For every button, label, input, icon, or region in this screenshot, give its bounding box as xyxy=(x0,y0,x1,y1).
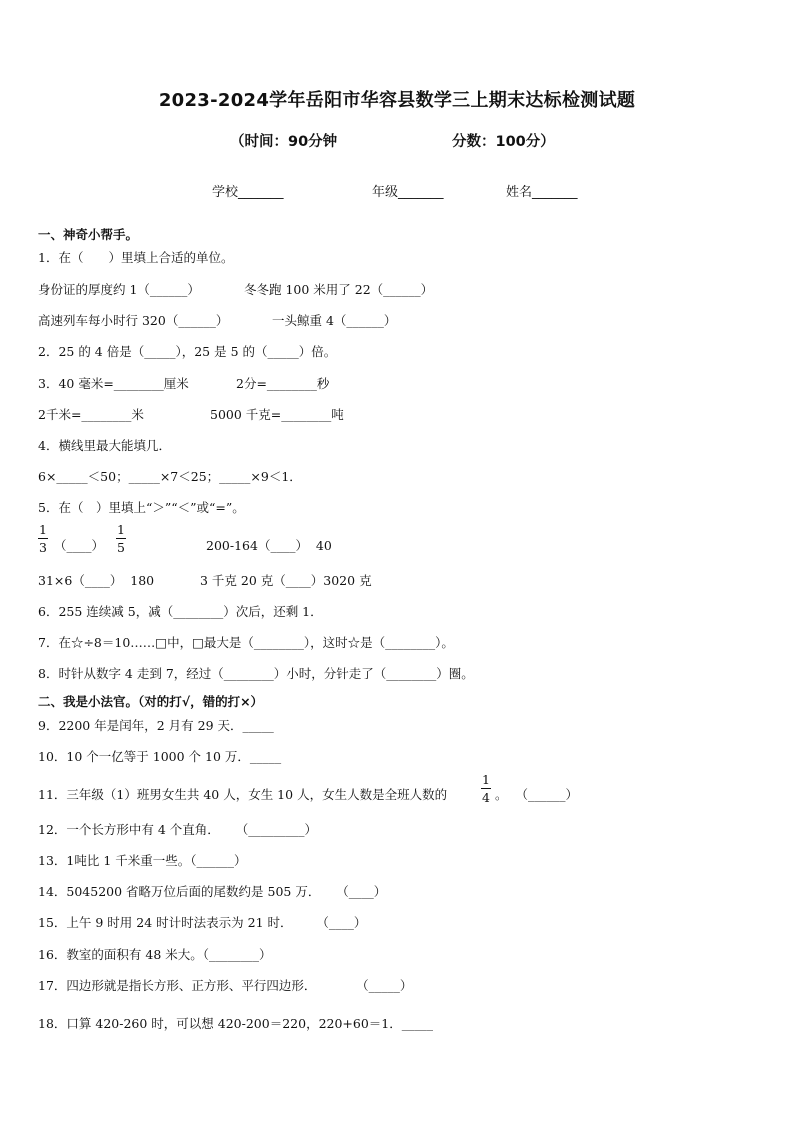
grade-field[interactable]: 年级_______ xyxy=(372,185,444,200)
question-2[interactable]: 2．25 的 4 倍是（_____），25 是 5 的（_____）倍。 xyxy=(38,344,337,359)
fraction-bar xyxy=(481,788,491,789)
fraction-numerator: 1 xyxy=(117,522,125,537)
question-17[interactable]: 17．四边形就是指长方形、正方形、平行四边形． （_____） xyxy=(38,978,413,993)
school-field[interactable]: 学校_______ xyxy=(212,185,284,200)
exam-time: （时间：90分钟 xyxy=(230,134,338,150)
question-1c[interactable]: 高速列车每小时行 320（______） xyxy=(38,313,229,328)
question-1d[interactable]: 一头鲸重 4（______） xyxy=(272,313,397,328)
section-2-heading: 二、我是小法官。（对的打√，错的打×） xyxy=(38,694,264,709)
question-11-tail[interactable]: 。 （______） xyxy=(495,787,578,802)
fraction-numerator: 1 xyxy=(39,522,47,537)
question-9[interactable]: 9．2200 年是闰年，2 月有 29 天．_____ xyxy=(38,718,274,733)
question-13[interactable]: 13．1吨比 1 千米重一些。（______） xyxy=(38,853,247,868)
question-1b[interactable]: 冬冬跑 100 米用了 22（______） xyxy=(244,282,434,297)
question-3d[interactable]: 5000 千克=________吨 xyxy=(210,407,344,422)
question-5c[interactable]: 31×6（____） 180 xyxy=(38,573,155,588)
question-1a[interactable]: 身份证的厚度约 1（______） xyxy=(38,282,200,297)
question-5d[interactable]: 3 千克 20 克（____）3020 克 xyxy=(200,573,372,588)
question-12[interactable]: 12．一个长方形中有 4 个直角． （_________） xyxy=(38,822,317,837)
question-5: 5．在（ ）里填上“＞”“＜”或“=”。 xyxy=(38,500,245,515)
question-6[interactable]: 6．255 连续减 5，减（________）次后，还剩 1． xyxy=(38,604,323,619)
question-8[interactable]: 8．时针从数字 4 走到 7，经过（________）小时，分针走了（________）圈。 xyxy=(38,666,474,681)
question-3a[interactable]: 3．40 毫米=________厘米 xyxy=(38,376,189,391)
question-16[interactable]: 16．教室的面积有 48 米大。（________） xyxy=(38,947,272,962)
question-11[interactable]: 11．三年级（1）班男女生共 40 人，女生 10 人，女生人数是全班人数的 xyxy=(38,787,448,802)
section-1-heading: 一、神奇小帮手。 xyxy=(38,227,139,242)
question-5-fraction-1 xyxy=(38,522,48,555)
exam-score: 分数：100分） xyxy=(452,134,555,150)
question-1: 1．在（ ）里填上合适的单位。 xyxy=(38,250,234,265)
name-field[interactable]: 姓名_______ xyxy=(506,185,578,200)
fraction-bar xyxy=(116,538,126,539)
page-title: 2023-2024学年岳阳市华容县数学三上期末达标检测试题 xyxy=(158,90,636,111)
question-4: 4．横线里最大能填几． xyxy=(38,438,171,453)
question-18[interactable]: 18．口算 420-260 时，可以想 420-200＝220，220+60＝1．_____ xyxy=(38,1016,434,1031)
fraction-denominator: 3 xyxy=(39,540,47,555)
question-5-fraction-2 xyxy=(116,522,126,555)
question-5b[interactable]: 200-164（____） 40 xyxy=(206,538,332,553)
question-10[interactable]: 10．10 个一亿等于 1000 个 10 万．_____ xyxy=(38,749,282,764)
fraction-bar xyxy=(38,538,48,539)
fraction-numerator: 1 xyxy=(482,772,490,787)
fraction-denominator: 5 xyxy=(117,540,125,555)
fraction-denominator: 4 xyxy=(482,790,490,805)
question-3b[interactable]: 2分=________秒 xyxy=(236,376,330,391)
question-14[interactable]: 14．5045200 省略万位后面的尾数约是 505 万． （____） xyxy=(38,884,387,899)
question-4-line[interactable]: 6×_____＜50；_____×7＜25；_____×9＜1． xyxy=(38,469,302,484)
question-15[interactable]: 15．上午 9 时用 24 时计时法表示为 21 时． （____） xyxy=(38,915,367,930)
question-3c[interactable]: 2千米=________米 xyxy=(38,407,144,422)
question-7[interactable]: 7．在☆÷8＝10……□中，□最大是（________），这时☆是（________）。 xyxy=(38,635,454,650)
question-5a-blank[interactable]: （____） xyxy=(54,538,105,553)
question-11-fraction xyxy=(481,772,491,805)
